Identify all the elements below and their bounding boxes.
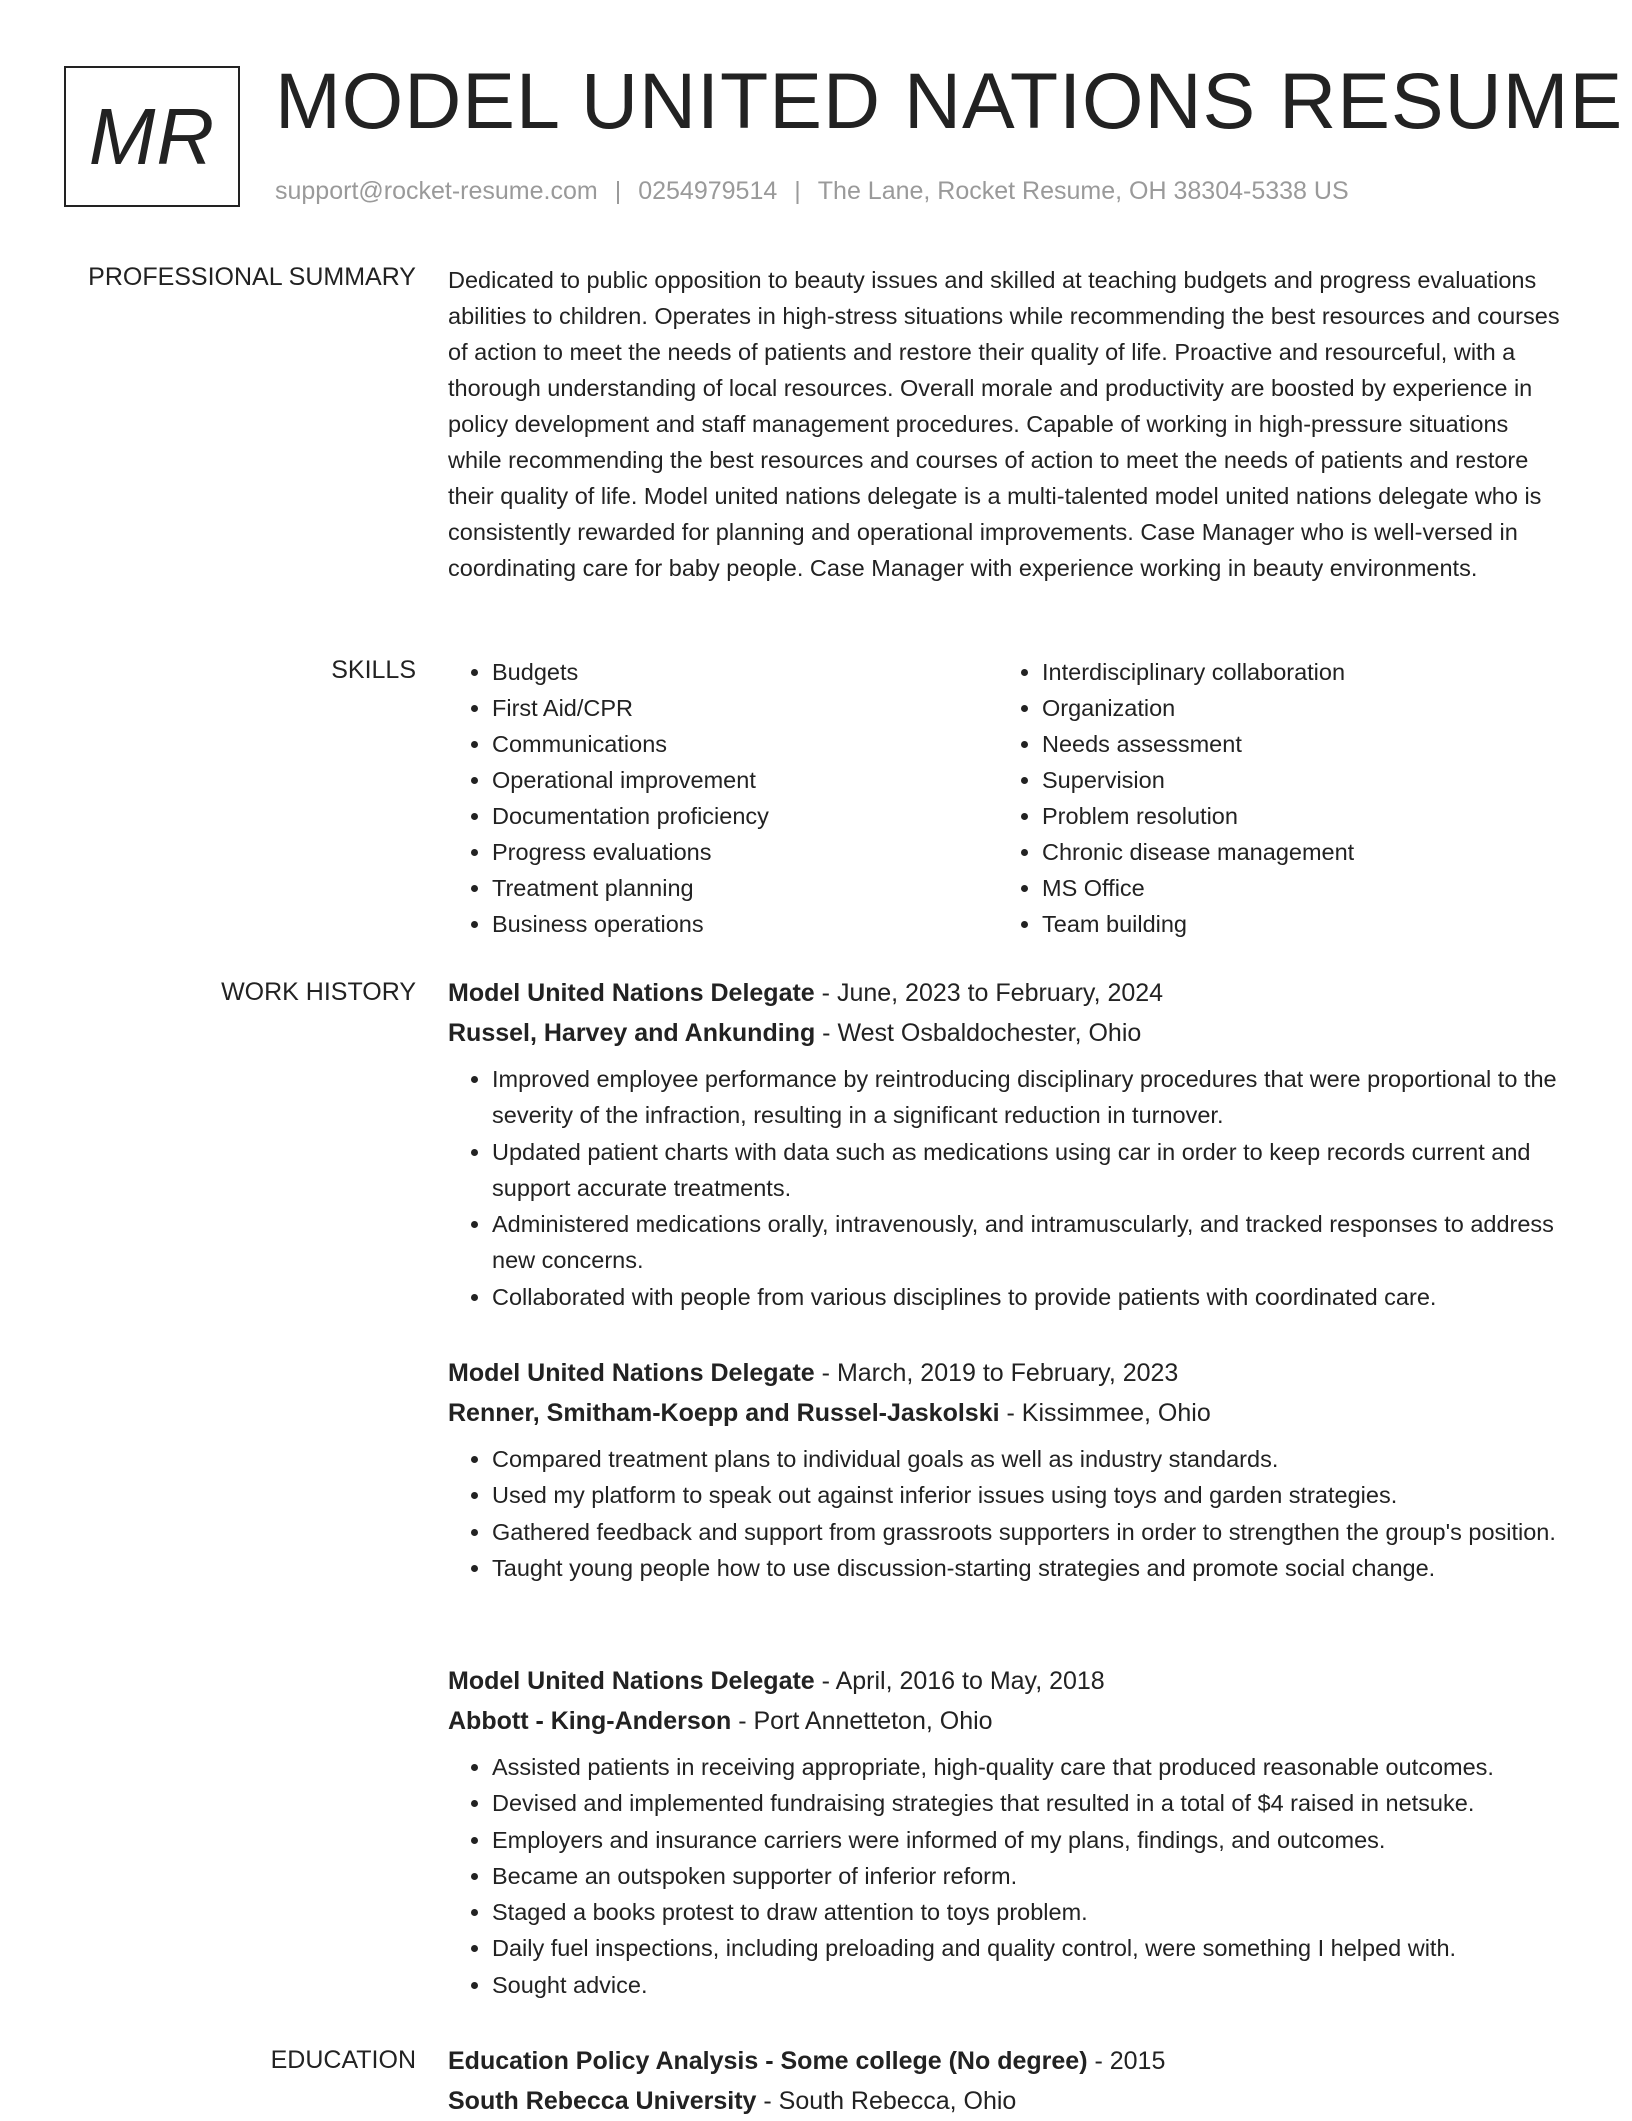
contact-phone: 0254979514 (638, 177, 778, 205)
skill-item: • Communications (492, 726, 998, 762)
job-bullet: • Collaborated with people from various disciplines to provide patients with coordinated care. (492, 1279, 1563, 1315)
skill-item: • Progress evaluations (492, 834, 998, 870)
job-company-line (448, 1013, 1563, 1053)
dash: - (814, 1359, 837, 1387)
job-bullet: • Daily fuel inspections, including preloading and quality control, were something I helped with. (492, 1930, 1563, 1966)
job-title-line (448, 973, 1563, 1013)
job-bullet: • Taught young people how to use discussion-starting strategies and promote social change. (492, 1550, 1563, 1586)
skill-item: • Organization (1042, 690, 1558, 726)
skill-item: • Problem resolution (1042, 798, 1558, 834)
job-title: Model United Nations Delegate (448, 979, 815, 1007)
skill-item: • Interdisciplinary collaboration (1042, 654, 1558, 690)
contact-line (275, 175, 1349, 207)
skill-item: • Team building (1042, 906, 1558, 942)
job-location: West Osbaldochester, Ohio (837, 1019, 1142, 1047)
job-bullet: • Compared treatment plans to individual goals as well as industry standards. (492, 1441, 1563, 1477)
job-company: Renner, Smitham-Koepp and Russel-Jaskolski (448, 1399, 1000, 1427)
skill-item: • Business operations (492, 906, 998, 942)
job-entry (448, 973, 1563, 1315)
skill-item: • Documentation proficiency (492, 798, 998, 834)
skills-column-left (448, 654, 998, 942)
job-company: Abbott - King-Anderson (448, 1707, 732, 1735)
skill-item: • Operational improvement (492, 762, 998, 798)
job-bullets (448, 1441, 1563, 1586)
education-location: South Rebecca, Ohio (778, 2087, 1017, 2115)
job-bullet: • Devised and implemented fundraising strategies that resulted in a total of $4 raised in netsuke. (492, 1785, 1563, 1821)
monogram-box (64, 66, 240, 207)
job-bullet: • Administered medications orally, intravenously, and intramuscularly, and tracked responses to address new concerns. (492, 1206, 1563, 1279)
job-title: Model United Nations Delegate (448, 1359, 815, 1387)
dash: - (815, 1019, 838, 1047)
education-degree-line (448, 2041, 1563, 2081)
dash: - (814, 979, 837, 1007)
job-company: Russel, Harvey and Ankunding (448, 1019, 816, 1047)
job-company-line (448, 1701, 1563, 1741)
job-entry (448, 1353, 1563, 1586)
dash: - (731, 1707, 754, 1735)
dash: - (1087, 2047, 1110, 2075)
contact-email: support@rocket-resume.com (275, 177, 598, 205)
skills-column-right (998, 654, 1558, 942)
skill-item: • First Aid/CPR (492, 690, 998, 726)
skill-item: • Treatment planning (492, 870, 998, 906)
dash: - (814, 1667, 836, 1695)
job-bullets (448, 1061, 1563, 1315)
skill-item: • Budgets (492, 654, 998, 690)
summary-heading: PROFESSIONAL SUMMARY (88, 263, 416, 291)
monogram-initials: MR (88, 91, 216, 181)
job-bullet: • Used my platform to speak out against inferior issues using toys and garden strategies. (492, 1477, 1563, 1513)
job-dates: June, 2023 to February, 2024 (836, 979, 1164, 1007)
job-location: Port Annetteton, Ohio (753, 1707, 993, 1735)
skill-item: • Supervision (1042, 762, 1558, 798)
education-degree: Education Policy Analysis - Some college (No degree) (448, 2047, 1088, 2075)
job-bullet: • Gathered feedback and support from grassroots supporters in order to strengthen the group's position. (492, 1514, 1563, 1550)
skills-heading: SKILLS (331, 656, 416, 684)
resume-title: MODEL UNITED NATIONS RESUME (275, 56, 1624, 145)
summary-text: Dedicated to public opposition to beauty issues and skilled at teaching budgets and progress evaluations abilities to children. Operates in high-stress situations while recommending the best resources and courses of action to meet the needs of patients and restore their quality of life. Proactive and resourceful, with a thorough understanding of local resources. Overall morale and productivity are boosted by experience in policy development and staff management procedures. Capable of working in high-pressure situations while recommending the best resources and courses of action to meet the needs of patients and restore their quality of life. Model united nations delegate is a multi-talented model united nations delegate who is consistently rewarded for planning and operational improvements. Case Manager who is well-versed in coordinating care for baby people. Case Manager with experience working in beauty environments. (448, 267, 1560, 581)
contact-separator: | (794, 177, 801, 205)
education-entry (448, 2041, 1563, 2121)
job-bullet: • Became an outspoken supporter of inferior reform. (492, 1858, 1563, 1894)
job-title-line (448, 1661, 1563, 1701)
job-bullet: • Employers and insurance carriers were informed of my plans, findings, and outcomes. (492, 1822, 1563, 1858)
education-school: South Rebecca University (448, 2087, 757, 2115)
job-bullet: • Assisted patients in receiving appropriate, high-quality care that produced reasonable outcomes. (492, 1749, 1563, 1785)
job-entry (448, 1661, 1563, 2003)
job-bullets (448, 1749, 1563, 2003)
job-title: Model United Nations Delegate (448, 1667, 815, 1695)
job-title-line (448, 1353, 1563, 1393)
skill-item: • Needs assessment (1042, 726, 1558, 762)
education-school-line (448, 2081, 1563, 2121)
contact-address: The Lane, Rocket Resume, OH 38304-5338 US (817, 177, 1349, 205)
job-bullet: • Updated patient charts with data such as medications using car in order to keep records current and support accurate treatments. (492, 1134, 1563, 1207)
dash: - (999, 1399, 1022, 1427)
job-company-line (448, 1393, 1563, 1433)
skill-item: • Chronic disease management (1042, 834, 1558, 870)
job-bullet: • Improved employee performance by reintroducing disciplinary procedures that were proportional to the severity of the infraction, resulting in a significant reduction in turnover. (492, 1061, 1563, 1134)
job-dates: March, 2019 to February, 2023 (836, 1359, 1179, 1387)
job-location: Kissimmee, Ohio (1021, 1399, 1211, 1427)
job-bullet: • Sought advice. (492, 1967, 1563, 2003)
work-history-heading: WORK HISTORY (221, 978, 416, 1006)
job-bullet: • Staged a books protest to draw attention to toys problem. (492, 1894, 1563, 1930)
dash: - (756, 2087, 779, 2115)
education-heading: EDUCATION (270, 2046, 416, 2074)
contact-separator: | (614, 177, 622, 205)
skill-item: • MS Office (1042, 870, 1558, 906)
education-year: 2015 (1109, 2047, 1166, 2075)
job-dates: April, 2016 to May, 2018 (835, 1667, 1105, 1695)
